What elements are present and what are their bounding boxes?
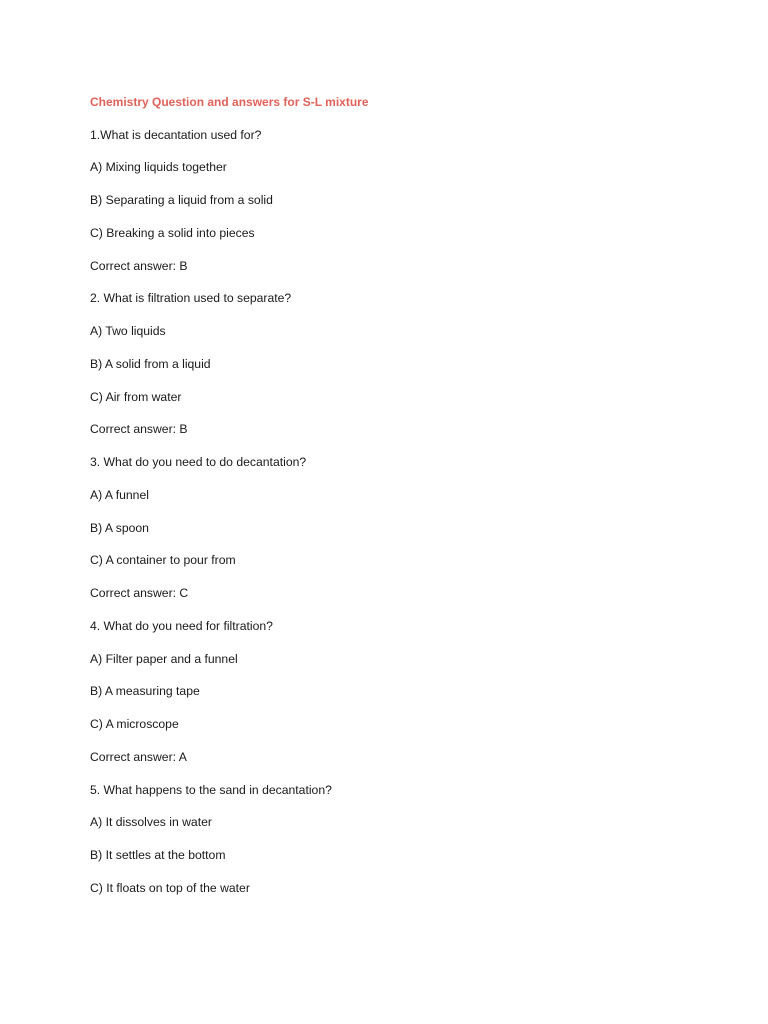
document-title: Chemistry Question and answers for S-L mixture — [90, 95, 369, 109]
question-1-answer: Correct answer: B — [90, 258, 188, 273]
question-5-option-b: B) It settles at the bottom — [90, 848, 226, 863]
question-5-option-c: C) It floats on top of the water — [90, 880, 250, 895]
question-2: 2. What is filtration used to separate? — [90, 291, 292, 306]
question-3-option-c: C) A container to pour from — [90, 553, 236, 568]
question-2-option-a: A) Two liquids — [90, 324, 166, 339]
question-3-answer: Correct answer: C — [90, 586, 189, 601]
question-3: 3. What do you need to do decantation? — [90, 455, 307, 470]
question-4: 4. What do you need for filtration? — [90, 618, 273, 633]
question-5-option-a: A) It dissolves in water — [90, 815, 212, 830]
question-5: 5. What happens to the sand in decantation? — [90, 782, 332, 797]
question-4-option-a: A) Filter paper and a funnel — [90, 651, 238, 666]
question-3-option-b: B) A spoon — [90, 520, 149, 535]
question-3-option-a: A) A funnel — [90, 487, 149, 502]
question-1-option-c: C) Breaking a solid into pieces — [90, 225, 255, 240]
question-1: 1.What is decantation used for? — [90, 127, 262, 142]
question-4-answer: Correct answer: A — [90, 749, 187, 764]
question-2-option-b: B) A solid from a liquid — [90, 356, 211, 371]
question-2-option-c: C) Air from water — [90, 389, 182, 404]
question-1-option-a: A) Mixing liquids together — [90, 160, 227, 175]
question-4-option-b: B) A measuring tape — [90, 684, 200, 699]
question-1-option-b: B) Separating a liquid from a solid — [90, 193, 273, 208]
question-2-answer: Correct answer: B — [90, 422, 188, 437]
question-4-option-c: C) A microscope — [90, 717, 179, 732]
document-body — [90, 92, 690, 911]
